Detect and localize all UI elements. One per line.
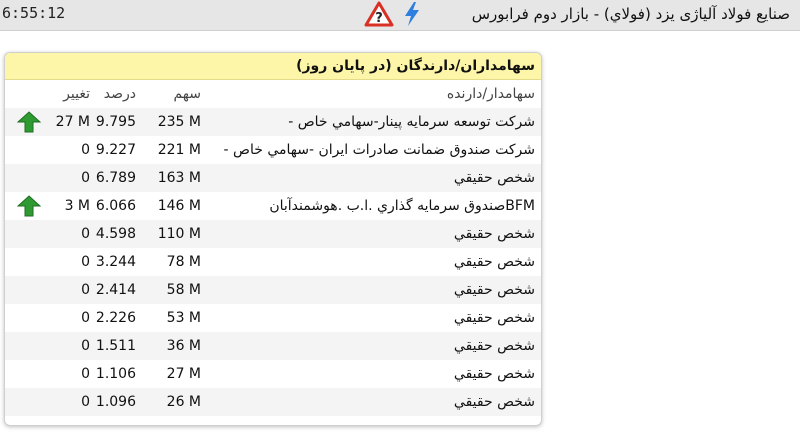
share-count: 26 M <box>166 394 201 410</box>
share-percent: 1.106 <box>95 366 136 382</box>
share-change: 0 <box>81 366 90 382</box>
share-change: 0 <box>81 170 90 186</box>
share-count: 36 M <box>166 338 201 354</box>
arrow-up-icon <box>17 111 41 133</box>
share-percent: 6.066 <box>95 198 136 214</box>
share-percent: 2.414 <box>95 282 136 298</box>
share-change: 0 <box>81 226 90 242</box>
share-percent: 4.598 <box>95 226 136 242</box>
share-count: 27 M <box>166 366 201 382</box>
share-count: 163 M <box>157 170 201 186</box>
share-change: 3 M <box>64 198 90 214</box>
holder-name: شخص حقيقي <box>453 394 535 410</box>
table-row[interactable] <box>5 248 541 276</box>
change-indicator <box>17 220 43 248</box>
table-row[interactable] <box>5 192 541 220</box>
holder-name: شخص حقيقي <box>453 254 535 270</box>
table-row[interactable] <box>5 136 541 164</box>
lightning-icon[interactable] <box>402 1 422 27</box>
table-row[interactable] <box>5 276 541 304</box>
change-indicator <box>17 332 43 360</box>
share-change: 0 <box>81 254 90 270</box>
share-change: 0 <box>81 338 90 354</box>
holder-name: شرکت صندوق ضمانت صادرات ایران -سهامي خاص - <box>223 142 535 158</box>
table-header <box>5 80 541 108</box>
column-header-share: سهم <box>173 86 201 102</box>
share-count: 235 M <box>157 114 201 130</box>
share-change: 0 <box>81 310 90 326</box>
holder-name: شخص حقيقي <box>453 170 535 186</box>
change-indicator <box>17 304 43 332</box>
shareholders-panel <box>4 52 542 426</box>
svg-text:?: ? <box>375 11 383 26</box>
table-row[interactable] <box>5 108 541 136</box>
clock: 6:55:12 <box>2 4 66 22</box>
share-change: 27 M <box>55 114 90 130</box>
share-count: 58 M <box>166 282 201 298</box>
holder-name: شخص حقيقي <box>453 366 535 382</box>
table-row[interactable] <box>5 332 541 360</box>
status-bar <box>0 0 800 31</box>
share-percent: 9.795 <box>95 114 136 130</box>
panel-title: سهامداران/دارندگان (در پایان روز) <box>5 53 541 80</box>
share-percent: 3.244 <box>95 254 136 270</box>
change-indicator <box>17 276 43 304</box>
share-percent: 9.227 <box>95 142 136 158</box>
share-count: 110 M <box>157 226 201 242</box>
page-title: صنایع فولاد آلیاژی یزد (فولاي) - بازار دوم فرابورس <box>471 5 790 23</box>
change-indicator <box>17 136 43 164</box>
share-change: 0 <box>81 282 90 298</box>
table-row[interactable] <box>5 360 541 388</box>
change-indicator <box>17 388 43 416</box>
table-row[interactable] <box>5 388 541 416</box>
shareholder-list <box>5 108 541 416</box>
table-row[interactable] <box>5 304 541 332</box>
share-percent: 2.226 <box>95 310 136 326</box>
share-percent: 1.096 <box>95 394 136 410</box>
share-count: 146 M <box>157 198 201 214</box>
holder-name: شخص حقيقي <box>453 338 535 354</box>
column-header-change: تغییر <box>63 86 90 102</box>
share-change: 0 <box>81 394 90 410</box>
holder-name: شخص حقيقي <box>453 282 535 298</box>
share-count: 221 M <box>157 142 201 158</box>
column-header-percent: درصد <box>103 86 136 102</box>
warning-icon[interactable] <box>364 1 394 27</box>
change-indicator <box>17 164 43 192</box>
change-indicator <box>17 108 43 136</box>
holder-name: شرکت توسعه سرمایه پینار-سهامي خاص - <box>288 114 535 130</box>
share-change: 0 <box>81 142 90 158</box>
change-indicator <box>17 248 43 276</box>
share-percent: 1.511 <box>95 338 136 354</box>
table-row[interactable] <box>5 220 541 248</box>
change-indicator <box>17 192 43 220</box>
holder-name: شخص حقيقي <box>453 310 535 326</box>
change-indicator <box>17 360 43 388</box>
holder-name: BFMصندوق سرمایه گذاري .ا.ب .هوشمندآبان <box>269 198 535 214</box>
share-percent: 6.789 <box>95 170 136 186</box>
holder-name: شخص حقيقي <box>453 226 535 242</box>
share-count: 78 M <box>166 254 201 270</box>
table-row[interactable] <box>5 164 541 192</box>
arrow-up-icon <box>17 195 41 217</box>
share-count: 53 M <box>166 310 201 326</box>
column-header-holder: سهامدار/دارنده <box>446 86 535 102</box>
